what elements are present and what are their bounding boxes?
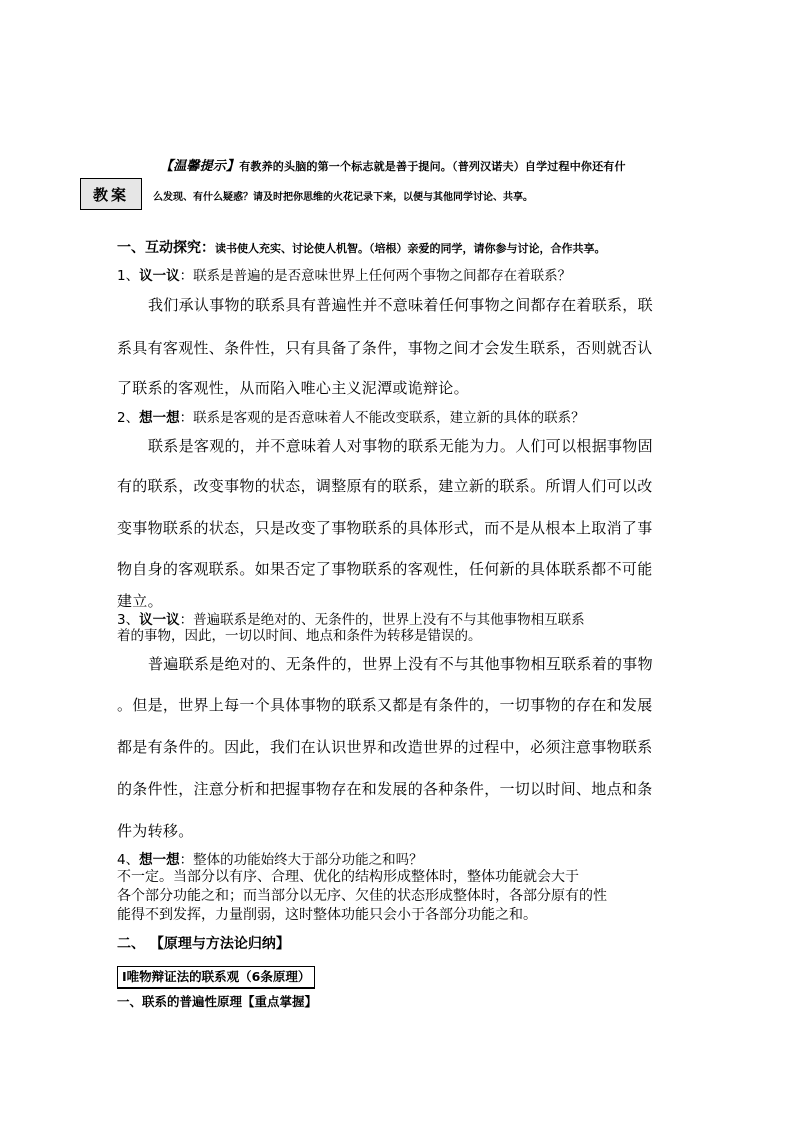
answer-3-line: 件为转移。 xyxy=(117,822,194,840)
question-3-text: ：普遍联系是绝对的、无条件的，世界上没有不与其他事物相互联系 xyxy=(179,612,585,628)
question-2-num: 2、 xyxy=(117,410,140,426)
answer-4-line: 能得不到发挥，力量削弱，这时整体功能只会小于各部分功能之和。 xyxy=(117,907,537,923)
answer-2-line: 有的联系，改变事物的状态，调整原有的联系，建立新的联系。所谓人们可以改 xyxy=(117,477,653,495)
question-4-num: 4、 xyxy=(117,852,140,868)
section-1-heading xyxy=(117,237,606,257)
question-2-label: 想一想 xyxy=(139,410,180,426)
question-3-label: 议一议 xyxy=(139,612,180,628)
question-3-text-2: 着的事物，因此，一切以时间、地点和条件为转移是错误的。 xyxy=(117,628,482,644)
answer-2-line: 建立。 xyxy=(117,592,163,610)
tip-line-2: 么发现、有什么疑惑？请及时把你思维的火花记录下来，以便与其他同学讨论、共享。 xyxy=(153,192,533,203)
answer-4-line: 各个部分功能之和；而当部分以无序、欠佳的状态形成整体时，各部分原有的性 xyxy=(117,888,607,904)
question-2 xyxy=(117,406,585,426)
question-1-label: 议一议 xyxy=(139,268,180,284)
answer-1-line: 系具有客观性、条件性，只有具备了条件，事物之间才会发生联系，否则就否认 xyxy=(117,339,653,357)
question-4-label: 想一想 xyxy=(139,852,180,868)
answer-3-line: 都是有条件的。因此，我们在认识世界和改造世界的过程中，必须注意事物联系 xyxy=(117,738,653,756)
answer-2-line: 变事物联系的状态，只是改变了事物联系的具体形式，而不是从根本上取消了事 xyxy=(117,519,653,537)
question-3-num: 3、 xyxy=(117,612,140,628)
question-4-text: ：整体的功能始终大于部分功能之和吗？ xyxy=(179,852,423,868)
question-2-text: ：联系是客观的是否意味着人不能改变联系，建立新的具体的联系？ xyxy=(179,410,585,426)
question-1-num: 1、 xyxy=(117,268,140,284)
answer-3-line: 普遍联系是绝对的、无条件的，世界上没有不与其他事物相互联系着的事物 xyxy=(148,655,653,673)
question-4 xyxy=(117,848,423,868)
question-1 xyxy=(117,264,571,284)
answer-2-line: 联系是客观的，并不意味着人对事物的联系无能为力。人们可以根据事物固 xyxy=(148,437,653,455)
question-1-text: ：联系是普遍的是否意味世界上任何两个事物之间都存在着联系？ xyxy=(179,268,572,284)
section-2-title: 二、 【原理与方法论归纳】 xyxy=(117,936,290,952)
section-1-title: 一、互动探究： xyxy=(117,240,215,256)
answer-4-line: 不一定。当部分以有序、合理、优化的结构形成整体时，整体功能就会大于 xyxy=(117,869,579,885)
answer-1-line: 我们承认事物的联系具有普遍性并不意味着任何事物之间都存在着联系，联 xyxy=(148,296,653,314)
tip-text-1: 有教养的头脑的第一个标志就是善于提问。（普列汉诺夫）自学过程中你还有什 xyxy=(239,160,626,173)
section-1-intro: 读书使人充实、讨论使人机智。（培根）亲爱的同学，请你参与讨论，合作共享。 xyxy=(215,242,606,255)
answer-3-line: 的条件性，注意分析和把握事物存在和发展的各种条件，一切以时间、地点和条 xyxy=(117,780,653,798)
sub-heading: 一、联系的普遍性原理【重点掌握】 xyxy=(117,994,318,1009)
tip-head: 【温馨提示】 xyxy=(160,159,240,174)
answer-2-line: 物自身的客观联系。如果否定了事物联系的客观性，任何新的具体联系都不可能 xyxy=(117,560,653,578)
boxed-heading: I唯物辩证法的联系观（6条原理） xyxy=(117,966,315,989)
answer-1-line: 了联系的客观性，从而陷入唯心主义泥潭或诡辩论。 xyxy=(117,379,469,397)
tip-line-1 xyxy=(160,155,626,174)
answer-3-line: 。但是，世界上每一个具体事物的联系又都是有条件的，一切事物的存在和发展 xyxy=(117,696,653,714)
lesson-plan-badge: 教案 xyxy=(80,178,142,210)
